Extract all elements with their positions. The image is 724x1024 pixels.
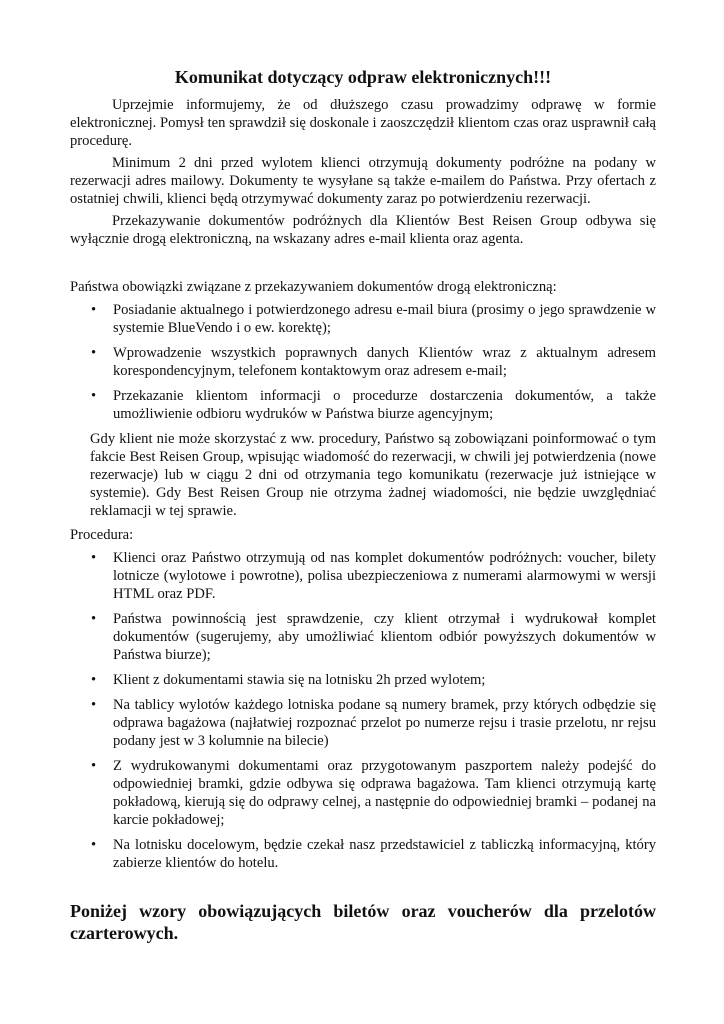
- list-item: [70, 757, 656, 829]
- list-item-text: Klient z dokumentami stawia się na lotnisku 2h przed wylotem;: [113, 672, 486, 688]
- bullet-icon: •: [91, 837, 97, 853]
- duties-note: Gdy klient nie może skorzystać z ww. procedury, Państwo są zobowiązani poinformować o tym fakcie Best Reisen Group, wpisując wiadomość do rezerwacji, w chwili jej potwierdzenia (nowe rezerwacje) lub w ciągu 2 dni od otrzymania tego komunikatu (rezerwacje już istniejące w systemie). Gdy Best Reisen Group nie otrzyma żadnej wiadomości, nie będzie uwzględniać reklamacji w tej sprawie.: [90, 431, 656, 519]
- procedure-heading: Procedura:: [70, 527, 134, 543]
- intro-paragraph: Uprzejmie informujemy, że od dłuższego czasu prowadzimy odprawę w formie elektronicznej. Pomysł ten sprawdził się doskonale i zaoszczędził klientom czas oraz usprawnił całą procedurę.: [70, 97, 656, 149]
- document-page: [70, 66, 656, 944]
- intro-paragraph: Minimum 2 dni przed wylotem klienci otrzymują dokumenty podróżne na podany w rezerwacji adres mailowy. Dokumenty te wysyłane są także e-mailem do Państwa. Przy ofertach z ostatniej chwili, klienci będą otrzymywać dokumenty zaraz po potwierdzeniu rezerwacji.: [70, 155, 656, 207]
- list-item: [70, 301, 656, 337]
- list-item-text: Przekazanie klientom informacji o procedurze dostarczenia dokumentów, a także umożliwienie odbioru wydruków w Państwa biurze agencyjnym;: [113, 388, 656, 422]
- bullet-icon: •: [91, 697, 97, 713]
- list-item: [70, 696, 656, 750]
- bullet-icon: •: [91, 550, 97, 566]
- list-item: [70, 549, 656, 603]
- bullet-icon: •: [91, 302, 97, 318]
- list-item-text: Wprowadzenie wszystkich poprawnych danych Klientów wraz z aktualnym adresem korespondencyjnym, telefonem kontaktowym oraz adresem e-mail;: [113, 345, 656, 379]
- intro-paragraph: Przekazywanie dokumentów podróżnych dla Klientów Best Reisen Group odbywa się wyłącznie drogą elektroniczną, na wskazany adres e-mail klienta oraz agenta.: [70, 213, 656, 247]
- list-item: [70, 387, 656, 423]
- list-item: [70, 836, 656, 872]
- footer-heading: Poniżej wzory obowiązujących biletów oraz voucherów dla przelotów czarterowych.: [70, 901, 656, 943]
- bullet-icon: •: [91, 611, 97, 627]
- list-item-text: Na tablicy wylotów każdego lotniska podane są numery bramek, przy których odbędzie się odprawa bagażowa (najłatwiej rozpoznać przelot po numerze rejsu i trasie przelotu, nr rejsu podany jest w 3 kolumnie na bilecie): [113, 697, 656, 749]
- duties-list: [70, 301, 656, 423]
- document-title: Komunikat dotyczący odpraw elektronicznych!!!: [174, 67, 552, 87]
- list-item-text: Na lotnisku docelowym, będzie czekał nasz przedstawiciel z tabliczką informacyjną, który zabierze klientów do hotelu.: [113, 837, 656, 871]
- procedure-list: [70, 549, 656, 872]
- list-item: [70, 610, 656, 664]
- duties-heading: Państwa obowiązki związane z przekazywaniem dokumentów drogą elektroniczną:: [70, 279, 557, 295]
- list-item: [70, 671, 656, 689]
- section-gap: [70, 252, 656, 278]
- bullet-icon: •: [91, 758, 97, 774]
- list-item-text: Klienci oraz Państwo otrzymują od nas komplet dokumentów podróżnych: voucher, bilety lotnicze (wylotowe i powrotne), polisa ubezpieczeniowa z numerami alarmowymi w wersji HTML oraz PDF.: [113, 550, 656, 602]
- bullet-icon: •: [91, 345, 97, 361]
- list-item-text: Państwa powinnością jest sprawdzenie, czy klient otrzymał i wydrukował komplet dokumentów (sugerujemy, aby umożliwiać klientom odbiór powyższych dokumentów w Państwa biurze);: [113, 611, 656, 663]
- bullet-icon: •: [91, 388, 97, 404]
- list-item: [70, 344, 656, 380]
- list-item-text: Z wydrukowanymi dokumentami oraz przygotowanym paszportem należy podejść do odpowiedniej bramki, gdzie odbywa się odprawa bagażowa. Tam klienci otrzymują kartę pokładową, kierują się do odprawy celnej, a następnie do odpowiedniej bramki – podanej na karcie pokładowej;: [113, 758, 656, 828]
- list-item-text: Posiadanie aktualnego i potwierdzonego adresu e-mail biura (prosimy o jego sprawdzenie w systemie BlueVendo i o ew. korektę);: [113, 302, 656, 336]
- bullet-icon: •: [91, 672, 97, 688]
